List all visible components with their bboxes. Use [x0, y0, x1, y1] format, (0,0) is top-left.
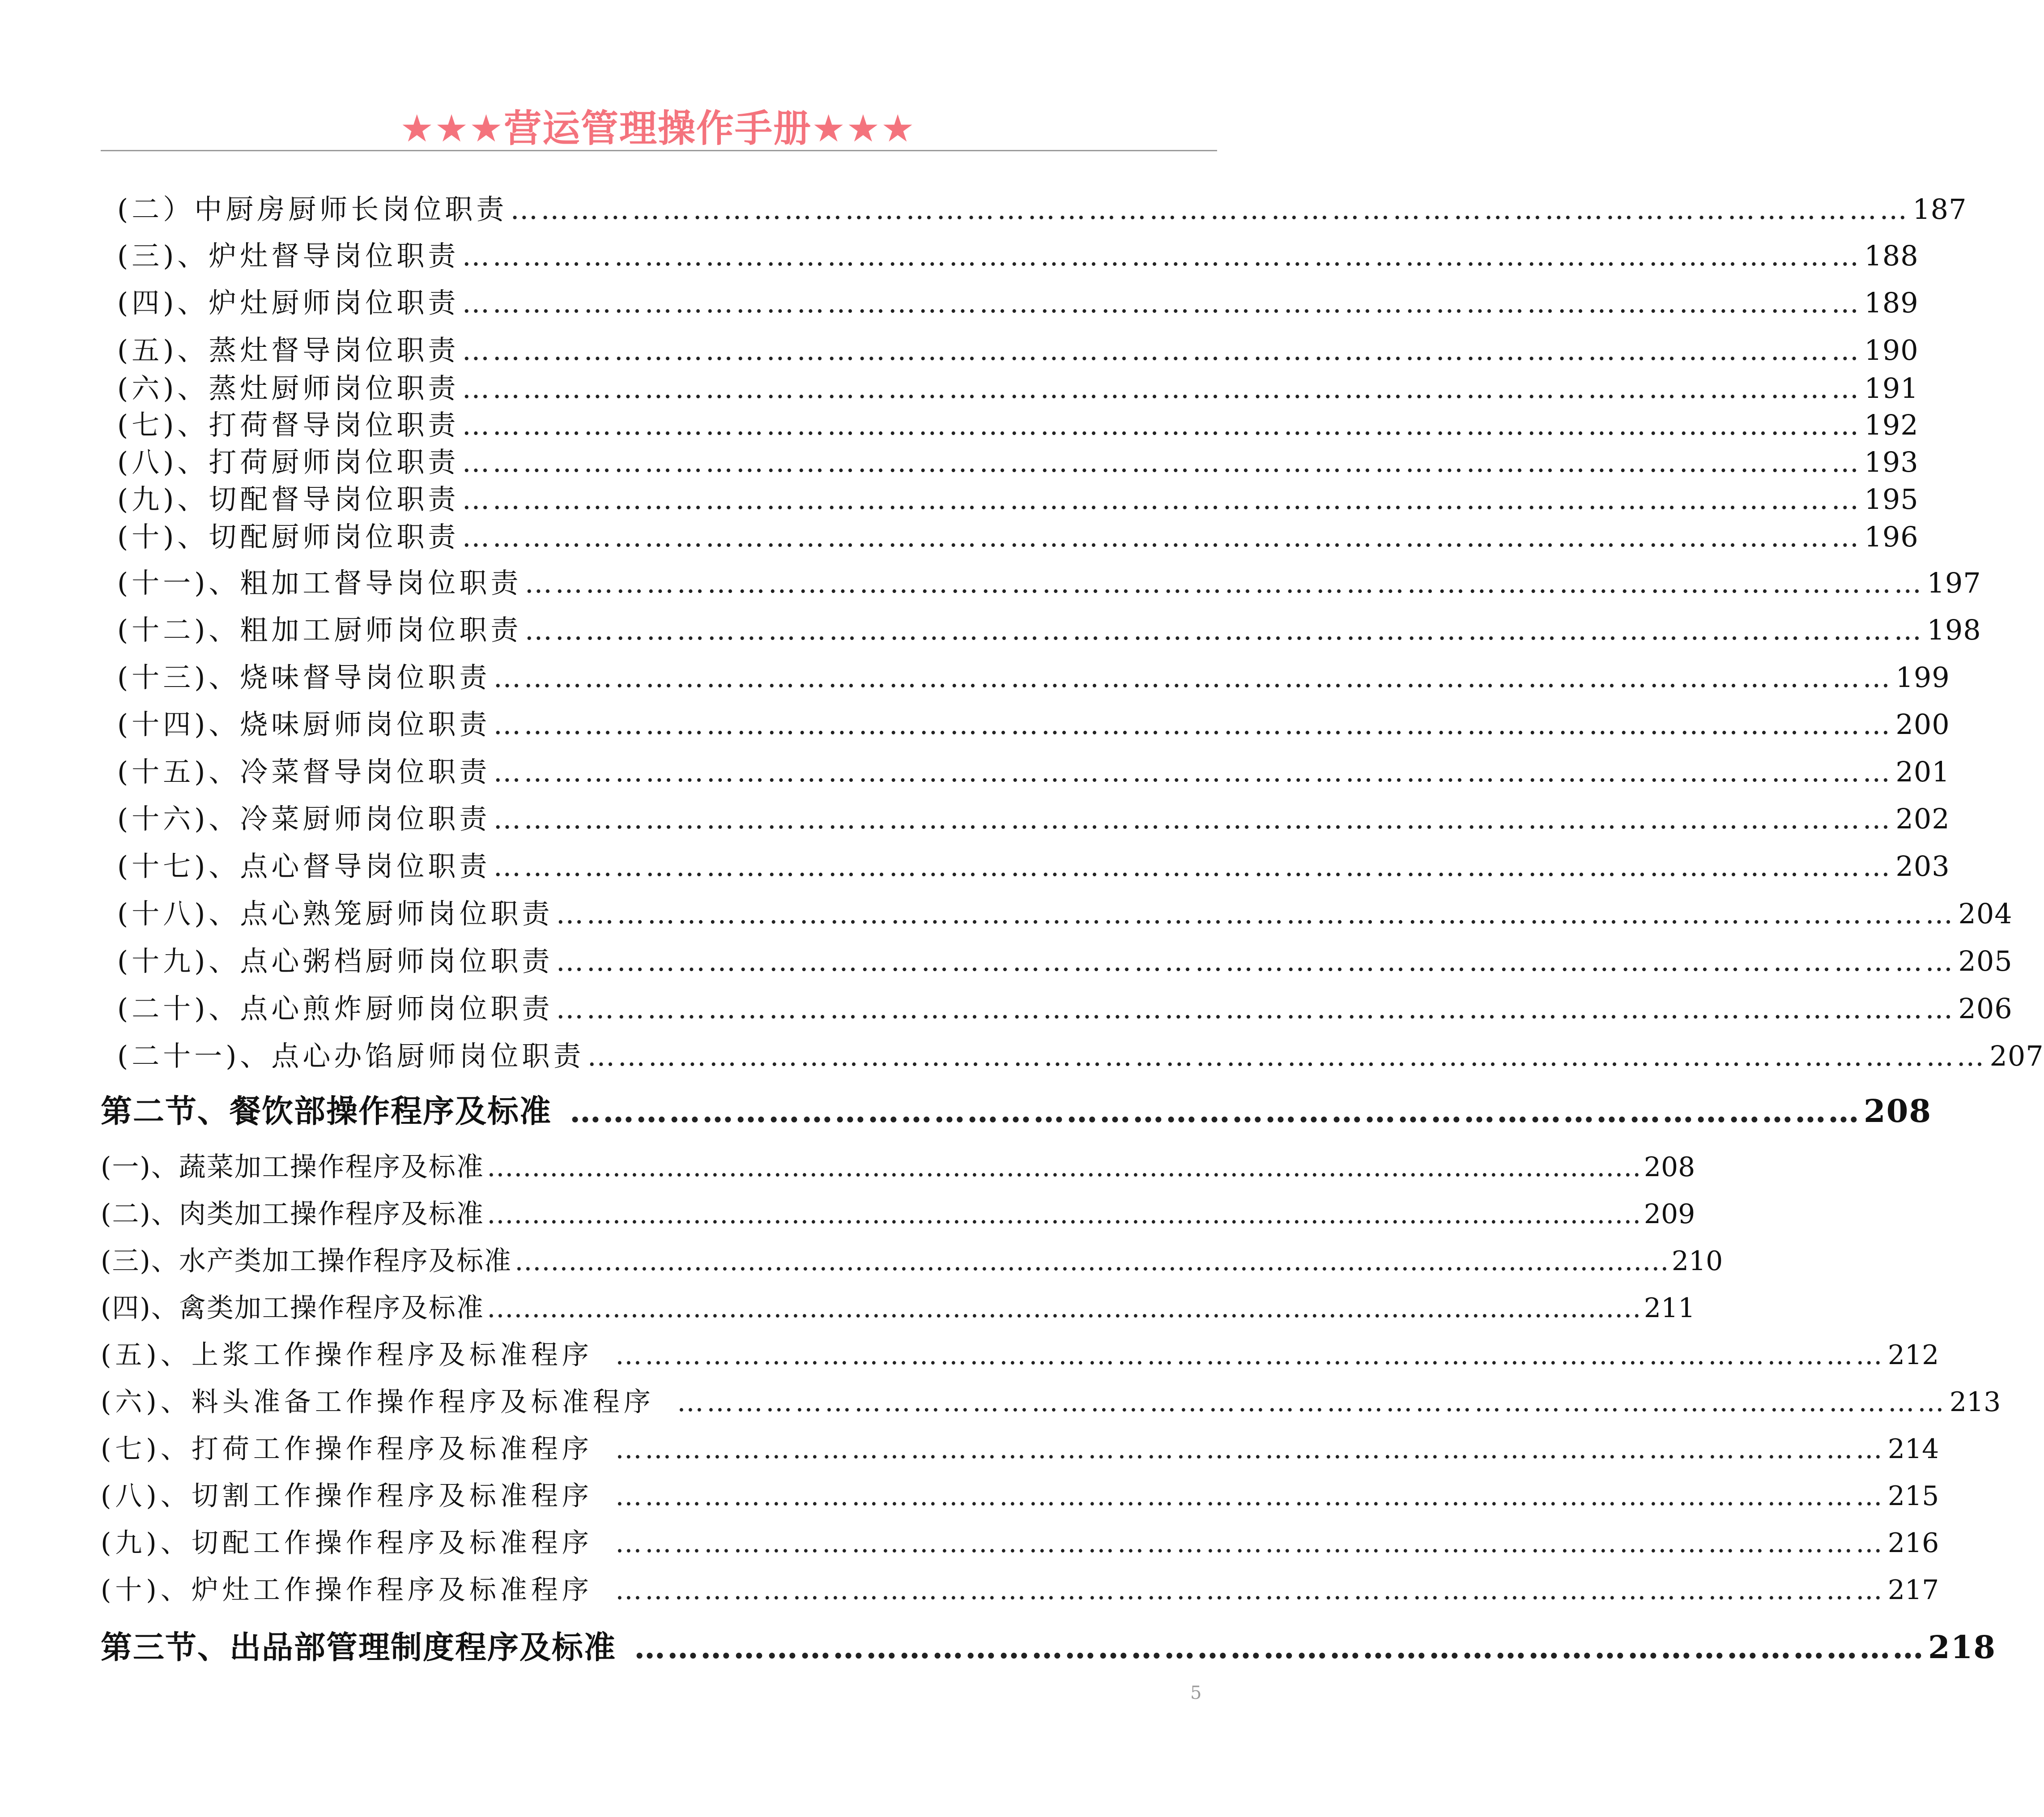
toc-entry-page: 212	[1887, 1339, 1939, 1371]
toc-entry[interactable]	[117, 750, 1950, 789]
toc-entry-leader: …………………………………………………………………………………………………………………………	[462, 286, 1862, 319]
toc-entry-leader: …………………………………………………………………………………………………………………………	[462, 520, 1862, 553]
page-number: 5	[1190, 1683, 1202, 1703]
toc-entry[interactable]	[117, 891, 2013, 931]
toc-entry-label: (二十)、点心煎炸厨师岗位职责	[117, 992, 554, 1025]
toc-entry[interactable]	[117, 477, 1919, 517]
toc-entry-page: 200	[1895, 708, 1950, 741]
toc-entry-leader: …………………………………………………………………………………………………………………	[486, 1152, 1641, 1183]
toc-entry[interactable]	[101, 1240, 1723, 1278]
toc-entry-leader: …………………………………………………………………………………………………………………	[677, 1386, 1947, 1418]
toc-section-page: 208	[1864, 1092, 1932, 1130]
toc-entry-page: 216	[1887, 1527, 1939, 1559]
toc-entry-page: 204	[1958, 897, 2013, 930]
toc-entry-label: (三)、水产类加工操作程序及标准	[101, 1245, 512, 1277]
toc-entry[interactable]	[101, 1287, 1695, 1325]
toc-entry[interactable]	[117, 939, 2013, 979]
toc-entry-leader: …………………………………………………………………………………………………………………………	[462, 446, 1862, 478]
toc-entry-label: (六)、蒸灶厨师岗位职责	[117, 372, 460, 405]
toc-entry-page: 214	[1887, 1433, 1939, 1465]
toc-entry-leader: …………………………………………………………………………………………………………………………	[493, 850, 1893, 883]
toc-entry-page: 192	[1864, 409, 1919, 441]
toc-entry[interactable]	[117, 440, 1919, 480]
toc-entry[interactable]	[117, 281, 1919, 320]
toc-entry[interactable]	[117, 515, 1919, 554]
toc-entry-page: 215	[1887, 1480, 1939, 1512]
toc-section-label: 第二节、餐饮部操作程序及标准	[101, 1092, 552, 1130]
toc-entry[interactable]	[117, 797, 1950, 836]
toc-entry-leader: …………………………………………………………………………………………………………………	[615, 1433, 1885, 1465]
toc-entry-page: 207	[1989, 1040, 2044, 1072]
toc-entry-leader: …………………………………………………………………………………………………………………………	[462, 483, 1862, 516]
toc-entry[interactable]	[101, 1334, 1939, 1372]
toc-entry[interactable]	[117, 608, 1981, 648]
toc-entry-page: 202	[1895, 802, 1950, 835]
toc-entry-leader: …………………………………………………………………………………………………………………………	[493, 661, 1893, 694]
toc-entry-leader: …………………………………………………………………………………………………………………………	[462, 334, 1862, 367]
toc-entry-leader: …………………………………………………………………………………………………………………………	[556, 992, 1956, 1025]
toc-entry-label: (九)、切配督导岗位职责	[117, 483, 460, 516]
toc-entry-label: (十一)、粗加工督导岗位职责	[117, 567, 522, 599]
toc-entry-leader: …………………………………………………………………………………………………………………………	[556, 897, 1956, 930]
toc-entry[interactable]	[117, 561, 1981, 601]
toc-entry-leader: …………………………………………………………………………………………………………………	[615, 1574, 1885, 1606]
toc-entry-page: 217	[1887, 1574, 1939, 1606]
toc-entry-page: 211	[1644, 1292, 1695, 1324]
toc-section-page: 218	[1928, 1629, 1997, 1666]
toc-entry-page: 190	[1864, 334, 1919, 367]
toc-entry-leader: …………………………………………………………………………………………………………………………	[493, 755, 1893, 788]
toc-entry-page: 197	[1927, 567, 1981, 599]
toc-entry-label: (二)、肉类加工操作程序及标准	[101, 1199, 484, 1230]
toc-entry-leader: …………………………………………………………………………………………………………………………	[462, 372, 1862, 405]
toc-entry[interactable]	[101, 1381, 2001, 1419]
toc-section-leader: ………………………………………………………………………………………………………	[634, 1629, 1925, 1666]
toc-entry-page: 187	[1912, 193, 1967, 226]
toc-entry-page: 213	[1949, 1386, 2001, 1418]
toc-entry-label: (四)、禽类加工操作程序及标准	[101, 1292, 484, 1324]
toc-entry-leader: …………………………………………………………………………………………………………………………	[493, 708, 1893, 741]
toc-entry[interactable]	[117, 328, 1919, 368]
toc-entry-label: (九)、切配工作操作程序及标准程序	[101, 1527, 593, 1559]
toc-entry-label: (七)、打荷工作操作程序及标准程序	[101, 1433, 593, 1465]
toc-entry-label: (七)、打荷督导岗位职责	[117, 409, 460, 441]
toc-entry-page: 196	[1864, 520, 1919, 553]
toc-entry-label: (三)、炉灶督导岗位职责	[117, 239, 460, 272]
toc-entry[interactable]	[117, 986, 2013, 1026]
toc-entry-label: (十三)、烧味督导岗位职责	[117, 661, 491, 694]
toc-entry[interactable]	[117, 655, 1950, 695]
toc-entry[interactable]	[101, 1146, 1695, 1184]
toc-entry-label: (八)、打荷厨师岗位职责	[117, 446, 460, 478]
toc-entry-leader: …………………………………………………………………………………………………………………………	[587, 1040, 1987, 1072]
toc-entry-label: (十六)、冷菜厨师岗位职责	[117, 802, 491, 835]
toc-section-label: 第三节、出品部管理制度程序及标准	[101, 1629, 616, 1666]
toc-entry-page: 188	[1864, 239, 1919, 272]
toc-entry[interactable]	[117, 403, 1919, 443]
toc-entry-leader: …………………………………………………………………………………………………………………………	[524, 567, 1925, 599]
toc-entry[interactable]	[101, 1475, 1939, 1513]
toc-entry-leader: …………………………………………………………………………………………………………………………	[510, 193, 1910, 226]
toc-entry-page: 205	[1958, 945, 2013, 977]
toc-entry-leader: …………………………………………………………………………………………………………………………	[493, 802, 1893, 835]
toc-entry[interactable]	[117, 234, 1919, 273]
toc-section-leader: ………………………………………………………………………………………………………	[570, 1092, 1861, 1130]
toc-entry[interactable]	[117, 844, 1950, 884]
toc-entry[interactable]	[101, 1428, 1939, 1466]
toc-entry[interactable]	[117, 366, 1919, 406]
toc-entry-page: 210	[1671, 1245, 1723, 1277]
toc-entry-page: 199	[1895, 661, 1950, 694]
toc-entry-label: (十)、炉灶工作操作程序及标准程序	[101, 1574, 593, 1606]
toc-entry-page: 195	[1864, 483, 1919, 516]
toc-entry-label: (四)、炉灶厨师岗位职责	[117, 286, 460, 319]
toc-entry-page: 206	[1958, 992, 2013, 1025]
toc-entry-label: (五)、蒸灶督导岗位职责	[117, 334, 460, 367]
toc-entry-page: 193	[1864, 446, 1919, 478]
toc-entry[interactable]	[101, 1569, 1939, 1607]
toc-entry-leader: …………………………………………………………………………………………………………………………	[556, 945, 1956, 977]
toc-entry-page: 201	[1895, 755, 1950, 788]
header-title: ★★★营运管理操作手册★★★	[400, 107, 916, 150]
toc-entry[interactable]	[101, 1193, 1695, 1231]
toc-entry-label: (六)、料头准备工作操作程序及标准程序	[101, 1386, 655, 1418]
header-rule	[101, 150, 1217, 151]
toc-entry[interactable]	[101, 1522, 1939, 1560]
toc-entry-label: (二）中厨房厨师长岗位职责	[117, 193, 508, 226]
toc-entry-leader: …………………………………………………………………………………………………………………	[514, 1245, 1669, 1277]
toc-section-heading[interactable]	[101, 1086, 1932, 1131]
toc-entry-leader: …………………………………………………………………………………………………………………	[486, 1292, 1641, 1324]
toc-entry-label: (八)、切割工作操作程序及标准程序	[101, 1480, 593, 1512]
toc-entry-label: (十四)、烧味厨师岗位职责	[117, 708, 491, 741]
toc-section-heading[interactable]	[101, 1622, 1997, 1668]
toc-entry-label: (十九)、点心粥档厨师岗位职责	[117, 945, 554, 977]
toc-entry-leader: …………………………………………………………………………………………………………………………	[524, 614, 1925, 646]
toc-entry-label: (十七)、点心督导岗位职责	[117, 850, 491, 883]
toc-entry-page: 203	[1895, 850, 1950, 883]
toc-entry-label: (十五)、冷菜督导岗位职责	[117, 755, 491, 788]
toc-entry-leader: …………………………………………………………………………………………………………………………	[462, 239, 1862, 272]
toc-entry[interactable]	[117, 702, 1950, 742]
toc-entry-label: (二十一)、点心办馅厨师岗位职责	[117, 1040, 585, 1072]
toc-entry-page: 209	[1644, 1199, 1695, 1230]
toc-entry-leader: …………………………………………………………………………………………………………………………	[462, 409, 1862, 441]
toc-entry[interactable]	[117, 187, 1967, 227]
toc-entry-page: 191	[1864, 372, 1919, 405]
toc-entry-leader: …………………………………………………………………………………………………………………	[615, 1480, 1885, 1512]
toc-entry-page: 189	[1864, 286, 1919, 319]
toc-entry-page: 198	[1927, 614, 1981, 646]
toc-entry-leader: …………………………………………………………………………………………………………………	[615, 1527, 1885, 1559]
toc-entry-label: (五)、上浆工作操作程序及标准程序	[101, 1339, 593, 1371]
toc-entry-leader: …………………………………………………………………………………………………………………	[486, 1199, 1641, 1230]
toc-entry[interactable]	[117, 1034, 2044, 1074]
toc-entry-label: (十八)、点心熟笼厨师岗位职责	[117, 897, 554, 930]
toc-entry-leader: …………………………………………………………………………………………………………………	[615, 1339, 1885, 1371]
toc-entry-label: (十二)、粗加工厨师岗位职责	[117, 614, 522, 646]
toc-entry-label: (十)、切配厨师岗位职责	[117, 520, 460, 553]
toc-entry-page: 208	[1644, 1152, 1695, 1183]
toc-entry-label: (一)、蔬菜加工操作程序及标准	[101, 1152, 484, 1183]
